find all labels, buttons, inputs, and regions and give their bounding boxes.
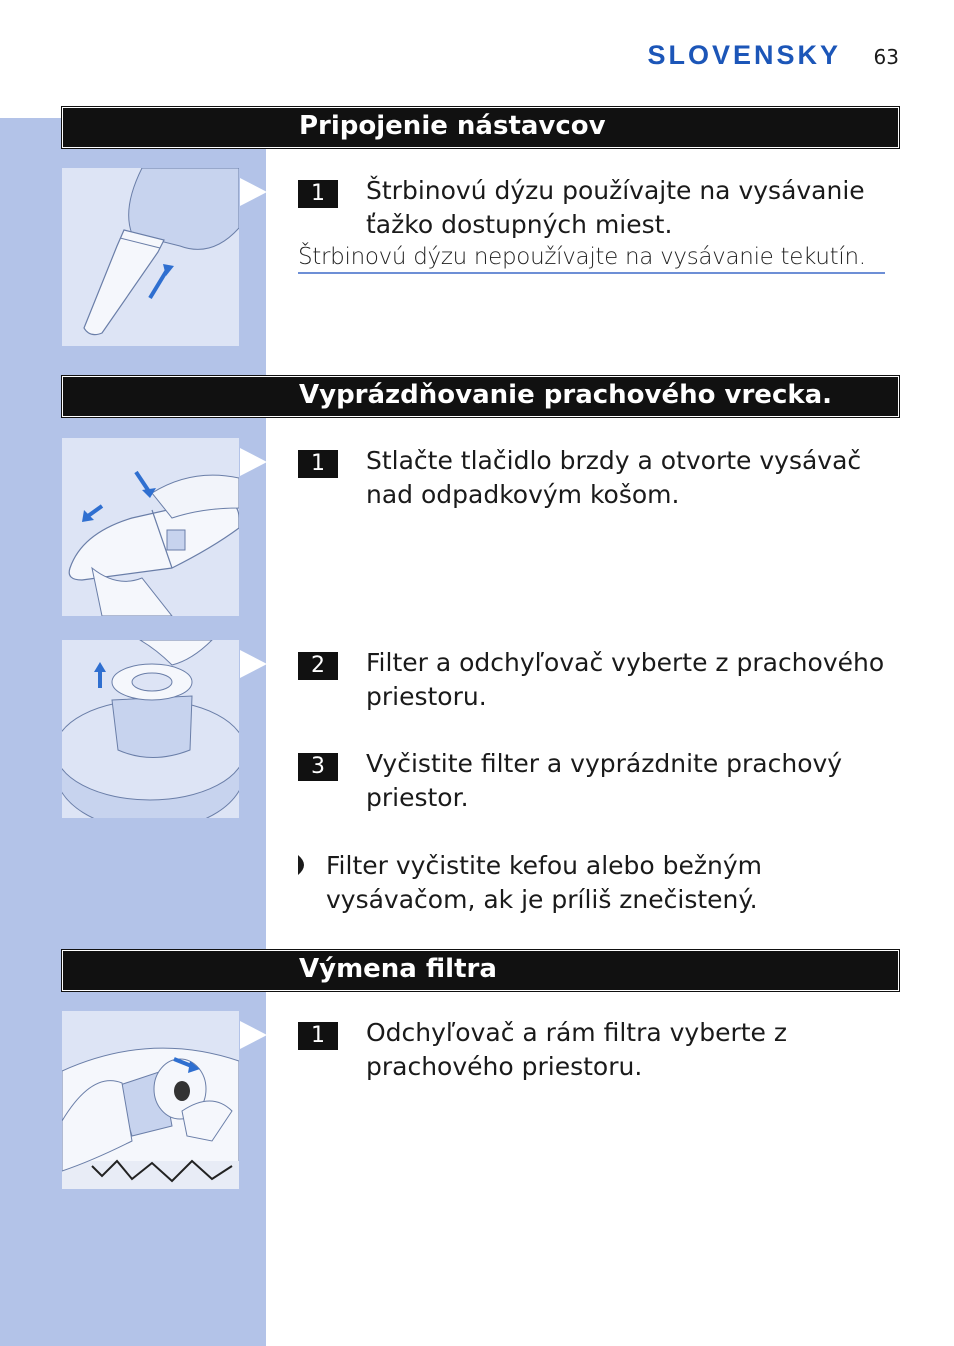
- arrow-icon: [136, 472, 148, 490]
- illustration-replace-filter: [62, 1011, 239, 1189]
- callout-notch: [240, 448, 267, 476]
- callout-notch: [240, 1021, 267, 1049]
- arrow-icon: [94, 662, 106, 672]
- step-number: 1: [298, 450, 338, 478]
- page-number: 63: [873, 45, 899, 69]
- step-number: 1: [298, 180, 338, 208]
- step-text: Filter a odchyľovač vyberte z prachového priestoru.: [366, 648, 885, 711]
- bullet-triangle-icon: [298, 855, 310, 875]
- arrow-icon: [150, 270, 167, 298]
- step-text: Odchyľovač a rám filtra vyberte z prachového priestoru.: [366, 1018, 787, 1081]
- step-number: 1: [298, 1022, 338, 1050]
- step-number: 3: [298, 753, 338, 781]
- section-title: Výmena filtra: [299, 954, 497, 984]
- illustration-open-vacuum: [62, 438, 239, 616]
- language-label: SLOVENSKY: [647, 40, 841, 70]
- section-title: Pripojenie nástavcov: [299, 111, 606, 141]
- illustration-crevice-nozzle: [62, 168, 239, 346]
- step-number: 2: [298, 652, 338, 680]
- section-title-bar: [62, 107, 899, 148]
- bullet-text: Filter vyčistite kefou alebo bežným vysávačom, ak je príliš znečistený.: [326, 851, 763, 914]
- section-title-bar: [62, 376, 899, 417]
- section-title: Vyprázdňovanie prachového vrecka.: [299, 380, 833, 410]
- callout-notch: [240, 650, 267, 678]
- step-text: Štrbinovú dýzu používajte na vysávanie ťažko dostupných miest.: [366, 176, 865, 239]
- illustration-remove-filter: [62, 640, 239, 818]
- warning-note: Štrbinovú dýzu nepoužívajte na vysávanie tekutín.: [298, 244, 885, 274]
- callout-notch: [240, 178, 267, 206]
- section-title-bar: [62, 950, 899, 991]
- step-text: Vyčistite filter a vyprázdnite prachový priestor.: [366, 749, 843, 812]
- arrow-icon: [88, 506, 102, 516]
- step-text: Stlačte tlačidlo brzdy a otvorte vysávač nad odpadkovým košom.: [366, 446, 862, 509]
